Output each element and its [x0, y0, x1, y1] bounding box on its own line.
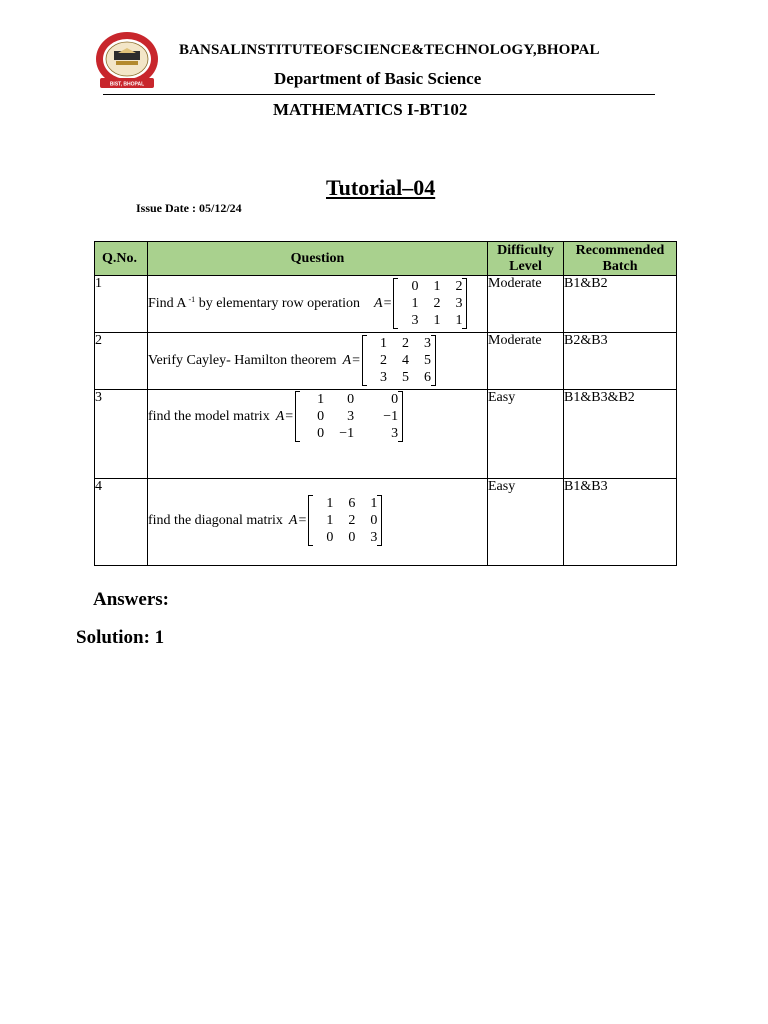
table-row [95, 479, 677, 566]
matrix-entry: 1 [455, 313, 463, 328]
matrix-entry: 0 [411, 279, 419, 294]
question-cell [148, 333, 488, 390]
difficulty-level: Moderate [488, 276, 564, 333]
matrix-entry: 3 [455, 296, 463, 311]
matrix-entry: 5 [402, 370, 410, 385]
matrix [295, 391, 403, 442]
matrix-entry: 0 [370, 513, 378, 528]
matrix-row [300, 408, 398, 425]
matrix-entry: 0 [391, 392, 399, 407]
question-number: 3 [95, 390, 148, 479]
recommended-batch: B1&B3 [564, 479, 677, 566]
question-number: 2 [95, 333, 148, 390]
matrix [362, 335, 436, 386]
matrix-row [300, 425, 398, 442]
matrix-entry: 2 [348, 513, 356, 528]
matrix-entry: 1 [411, 296, 419, 311]
matrix-label: A= [288, 512, 307, 528]
matrix-entry: 4 [402, 353, 410, 368]
difficulty-level: Easy [488, 390, 564, 479]
question-text: find the diagonal matrix [148, 512, 283, 528]
difficulty-level: Easy [488, 479, 564, 566]
matrix-entry: −1 [383, 409, 399, 424]
matrix-row [300, 391, 398, 408]
question-text: find the model matrix [148, 408, 270, 424]
col-header-batch: Recommended Batch [564, 242, 677, 276]
matrix-entry: 3 [347, 409, 355, 424]
recommended-batch: B2&B3 [564, 333, 677, 390]
matrix-row [313, 512, 377, 529]
matrix-row [398, 295, 462, 312]
matrix-entry: 0 [326, 530, 334, 545]
matrix-entry: 2 [380, 353, 388, 368]
difficulty-level: Moderate [488, 333, 564, 390]
question-cell [148, 479, 488, 566]
matrix-row [367, 352, 431, 369]
matrix-entry: 2 [433, 296, 441, 311]
matrix-entry: 3 [380, 370, 388, 385]
question-text: Find A $^{-1}$ by elementary row operation [148, 295, 361, 311]
matrix [393, 278, 467, 329]
matrix-entry: 1 [433, 279, 441, 294]
table-row [95, 276, 677, 333]
matrix-row [398, 278, 462, 295]
matrix-label: A= [374, 295, 392, 311]
matrix-entry: 5 [424, 353, 432, 368]
matrix-row [367, 369, 431, 386]
matrix-entry: 2 [455, 279, 463, 294]
table-row [95, 333, 677, 390]
matrix-entry: 1 [380, 336, 388, 351]
col-header-question: Question [148, 242, 488, 276]
solution-heading: Solution: 1 [76, 627, 165, 648]
logo-text: BIST, BHOPAL [109, 81, 145, 88]
answers-heading: Answers: [93, 589, 169, 610]
institute-logo [94, 31, 160, 91]
department-name: Department of Basic Science [274, 69, 482, 88]
matrix-entry: −1 [339, 426, 355, 441]
recommended-batch: B1&B3&B2 [564, 390, 677, 479]
question-cell [148, 276, 488, 333]
issue-date: Issue Date : 05/12/24 [136, 201, 242, 215]
matrix-entry: 1 [317, 392, 325, 407]
matrix-entry: 0 [347, 392, 355, 407]
tutorial-title: Tutorial–04 [326, 175, 436, 200]
matrix-entry: 6 [348, 496, 356, 511]
matrix-entry: 1 [433, 313, 441, 328]
question-text: Verify Cayley- Hamilton theorem [148, 352, 337, 368]
matrix [308, 495, 382, 546]
table-row [95, 390, 677, 479]
matrix-entry: 1 [326, 496, 334, 511]
matrix-entry: 0 [317, 409, 325, 424]
matrix-row [313, 495, 377, 512]
matrix-entry: 2 [402, 336, 410, 351]
matrix-label: A= [275, 408, 294, 424]
col-header-difficulty: Difficulty Level [488, 242, 564, 276]
matrix-entry: 3 [391, 426, 399, 441]
header-divider [103, 94, 655, 95]
questions-table [94, 241, 677, 566]
matrix-row [398, 312, 462, 329]
matrix-entry: 1 [326, 513, 334, 528]
institute-name: BANSALINSTITUTEOFSCIENCE&TECHNOLOGY,BHOPAL [179, 42, 600, 58]
matrix-entry: 0 [317, 426, 325, 441]
question-number: 1 [95, 276, 148, 333]
matrix-entry: 3 [370, 530, 378, 545]
matrix-row [367, 335, 431, 352]
matrix-label: A= [342, 352, 361, 368]
question-cell [148, 390, 488, 479]
table-header-row [95, 242, 677, 276]
recommended-batch: B1&B2 [564, 276, 677, 333]
matrix-row [313, 529, 377, 546]
matrix-entry: 1 [370, 496, 378, 511]
matrix-entry: 0 [348, 530, 356, 545]
matrix-entry: 6 [424, 370, 432, 385]
matrix-entry: 3 [411, 313, 419, 328]
subject-title: MATHEMATICS I-BT102 [273, 100, 468, 119]
col-header-qno: Q.No. [95, 242, 148, 276]
question-number: 4 [95, 479, 148, 566]
matrix-entry: 3 [424, 336, 432, 351]
